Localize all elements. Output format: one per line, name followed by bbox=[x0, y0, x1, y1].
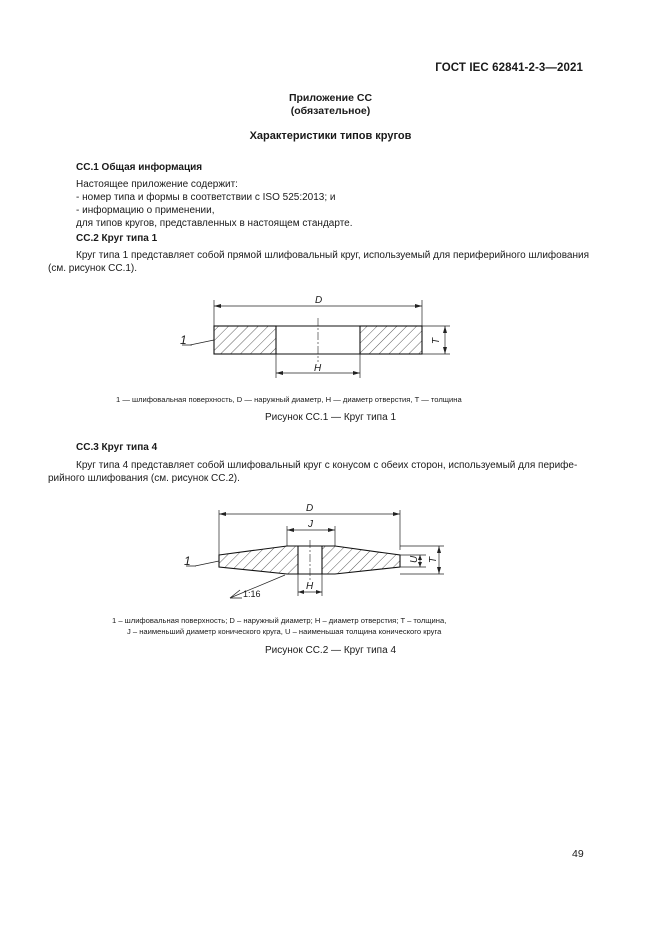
section-3-line: рийного шлифования (см. рисунок СС.2). bbox=[48, 473, 240, 484]
section-3-title: СС.3 Круг типа 4 bbox=[76, 442, 158, 453]
section-2-line: Круг типа 1 представляет собой прямой шлифовальный круг, используемый для периферийного шлифования bbox=[76, 250, 590, 261]
section-1-line: для типов кругов, представленных в настоящем стандарте. bbox=[76, 218, 353, 229]
fig2-callout: 1 bbox=[184, 554, 191, 568]
fig2-label-t: T bbox=[428, 556, 439, 563]
figure-1-caption: Рисунок СС.1 — Круг типа 1 bbox=[264, 412, 396, 423]
section-3-line: Круг типа 4 представляет собой шлифовальный круг с конусом с обеих сторон, используемый для перифе- bbox=[76, 460, 578, 471]
section-2-line: (см. рисунок СС.1). bbox=[48, 263, 138, 274]
annex-title: Приложение СС bbox=[288, 92, 373, 104]
section-1-line: - информацию о применении, bbox=[76, 205, 215, 216]
figure-1-legend: 1 — шлифовальная поверхность, D — наружный диаметр, H — диаметр отверстия, T — толщина bbox=[116, 395, 462, 404]
section-1-title: СС.1 Общая информация bbox=[76, 162, 203, 173]
fig2-label-h: H bbox=[306, 581, 314, 592]
fig2-taper: 1:16 bbox=[243, 589, 261, 599]
fig1-callout: 1 bbox=[180, 333, 187, 347]
annex-status: (обязательное) bbox=[290, 105, 371, 117]
fig1-label-d: D bbox=[315, 295, 323, 306]
section-2-title: СС.2 Круг типа 1 bbox=[76, 233, 158, 244]
figure-2-caption: Рисунок СС.2 — Круг типа 4 bbox=[264, 645, 396, 656]
page-number: 49 bbox=[572, 848, 584, 860]
fig1-label-t: T bbox=[431, 337, 442, 344]
figure-2-legend-line: J – наименьший диаметр конического круга, U – наименьшая толщина конического круга bbox=[127, 627, 442, 636]
document-header: ГОСТ IEC 62841-2-3—2021 bbox=[435, 62, 583, 74]
section-1-line: - номер типа и формы в соответствии с ISO 525:2013; и bbox=[76, 192, 336, 203]
annex-heading: Характеристики типов кругов bbox=[249, 130, 412, 142]
fig2-label-u: U bbox=[409, 555, 420, 563]
section-1-line: Настоящее приложение содержит: bbox=[76, 179, 238, 190]
fig2-label-j: J bbox=[308, 519, 313, 530]
fig1-label-h: H bbox=[314, 363, 322, 374]
figure-2-legend-line: 1 – шлифовальная поверхность; D – наружный диаметр; H – диаметр отверстия; T – толщина, bbox=[112, 616, 447, 625]
fig2-label-d: D bbox=[306, 503, 314, 514]
